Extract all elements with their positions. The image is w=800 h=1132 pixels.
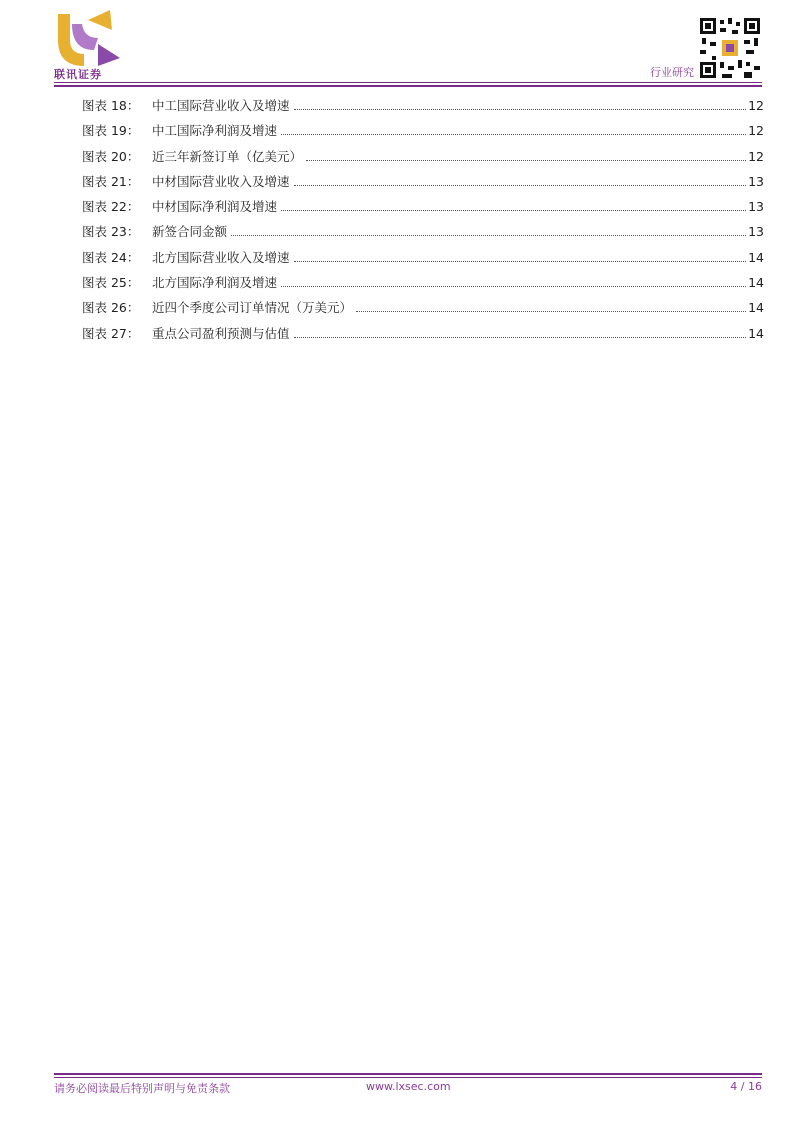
toc-page: 12 — [748, 123, 764, 139]
table-of-figures — [82, 96, 764, 349]
toc-entry[interactable] — [82, 172, 764, 197]
toc-entry[interactable] — [82, 248, 764, 273]
toc-leader — [294, 109, 747, 110]
toc-page: 13 — [748, 224, 764, 240]
toc-leader — [294, 261, 747, 262]
toc-page: 14 — [748, 300, 764, 316]
toc-label: 图表 21： — [82, 173, 140, 189]
toc-label: 图表 18： — [82, 98, 140, 113]
toc-label: 图表 24： — [82, 249, 140, 265]
toc-page: 12 — [748, 148, 764, 164]
toc-leader — [281, 286, 746, 287]
toc-label: 图表 19： — [82, 123, 140, 139]
qr-code — [698, 16, 762, 80]
toc-entry[interactable] — [82, 197, 764, 222]
toc-title: 中工国际营业收入及增速 — [152, 98, 290, 113]
toc-entry[interactable] — [82, 222, 764, 247]
toc-label: 图表 25： — [82, 275, 140, 291]
toc-leader — [294, 337, 747, 338]
toc-leader — [294, 185, 747, 186]
toc-title: 中材国际营业收入及增速 — [152, 173, 290, 189]
header-rule-thick — [54, 85, 762, 87]
toc-page: 13 — [748, 199, 764, 215]
toc-entry[interactable] — [82, 96, 764, 121]
toc-label: 图表 20： — [82, 148, 140, 164]
section-label: 行业研究 — [650, 66, 694, 79]
toc-title: 近四个季度公司订单情况（万美元） — [152, 300, 353, 316]
toc-title: 北方国际净利润及增速 — [152, 275, 278, 291]
toc-leader — [306, 160, 746, 161]
toc-title: 新签合同金额 — [152, 224, 228, 240]
toc-leader — [231, 235, 746, 236]
brand-name: 联讯证券 — [54, 68, 102, 81]
footer-rule-thick — [54, 1073, 762, 1075]
toc-page: 14 — [748, 325, 764, 341]
toc-label: 图表 26： — [82, 300, 140, 316]
toc-title: 中材国际净利润及增速 — [152, 199, 278, 215]
toc-label: 图表 27： — [82, 325, 140, 341]
toc-leader — [356, 311, 746, 312]
toc-page: 12 — [748, 98, 764, 113]
toc-title: 近三年新签订单（亿美元） — [152, 148, 303, 164]
toc-page: 14 — [748, 275, 764, 291]
toc-entry[interactable] — [82, 324, 764, 349]
toc-page: 13 — [748, 173, 764, 189]
toc-page: 14 — [748, 249, 764, 265]
footer-website[interactable]: www.lxsec.com — [366, 1080, 451, 1093]
toc-title: 北方国际营业收入及增速 — [152, 249, 290, 265]
toc-entry[interactable] — [82, 147, 764, 172]
toc-entry[interactable] — [82, 273, 764, 298]
toc-title: 中工国际净利润及增速 — [152, 123, 278, 139]
toc-entry[interactable] — [82, 121, 764, 146]
footer-page-number: 4 / 16 — [730, 1080, 762, 1093]
footer-disclaimer: 请务必阅读最后特别声明与免责条款 — [54, 1082, 230, 1095]
toc-leader — [281, 134, 746, 135]
toc-label: 图表 22： — [82, 199, 140, 215]
header-rule — [54, 82, 762, 83]
toc-label: 图表 23： — [82, 224, 140, 240]
toc-leader — [281, 210, 746, 211]
toc-title: 重点公司盈利预测与估值 — [152, 325, 290, 341]
toc-entry[interactable] — [82, 298, 764, 323]
footer-rule — [54, 1077, 762, 1078]
